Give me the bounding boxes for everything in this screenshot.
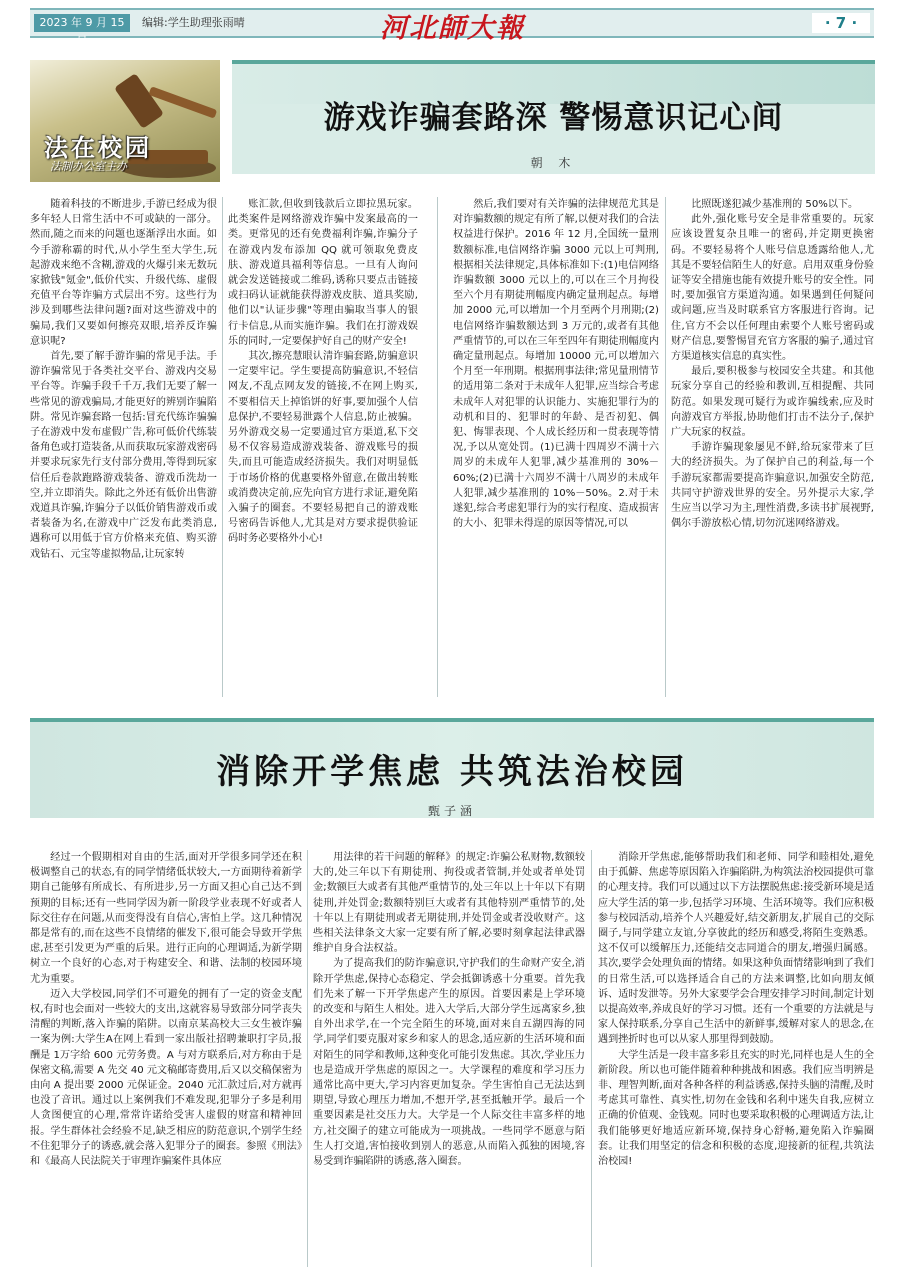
paragraph: 为了提高我们的防诈骗意识,守护我们的生命财产安全,消除开学焦虑,保持心态稳定、学会抵御诱惑十分重要。首先我们先来了解一下开学焦虑产生的原因。首要因素是上学环境的改变和与陌生人相处。进入大学后,大部分学生远离家乡,独自外出求学,在一个完全陌生的环境,面对来自五湖四海的同学,同学们要克服对家乡和家人的思念,适应新的生活环境和面对陌生的同学和教师,这种变化可能引发焦虑。其次,学业压力也是造成开学焦虑的原因之一。大学课程的难度和学习压力通常比高中更大,学习内容更加复杂。学生害怕自己无法达到期望,导致心理压力增加,不想开学,甚至抵触开学。最后一个重要因素是社交压力大。大学是一个人际交往丰富多样的地方,社交圈子的建立可能成为一项挑战。一些同学不愿意与陌生人打交道,害怕接收到别人的恶意,从而陷入孤独的困境,容易受到诈骗陷阱的诱惑,落入圈套。: [313, 958, 585, 1168]
article1-title: 游戏诈骗套路深 警惕意识记心间: [323, 100, 784, 136]
article2-column-3: [598, 850, 874, 1267]
column-divider: [665, 197, 666, 697]
paragraph: 大学生活是一段丰富多彩且充实的时光,同样也是人生的全新阶段。所以也可能伴随着种种挑战和困惑。我们应当明辨是非、理智判断,面对各种各样的利益诱惑,保持头脑的清醒,及时考虑其可靠性、真实性,切勿在金钱和名利中迷失自我,应树立正确的价值观、金钱观。同时也要采取积极的心理调适方法,让我们能够更好地适应新环境,保持身心舒畅,避免陷入诈骗圈套。让我们用坚定的信念和积极的态度,迎接新的征程,共筑法治校园!: [598, 1049, 874, 1168]
article1-column-1: [30, 197, 217, 703]
paragraph: 比照既遂犯减少基准刑的 50%以下。: [691, 199, 859, 210]
paragraph: 最后,要积极参与校园安全共建。和其他玩家分享自己的经验和教训,互相提醒、共同防范。如果发现可疑行为或诈骗线索,应及时向游戏官方举报,协助他们打击不法分子,保护广大玩家的权益。: [671, 366, 874, 439]
editor-credit: 编辑:学生助理张雨晴: [142, 16, 245, 29]
column-logo: [30, 60, 220, 182]
article1-author: 朝 木: [530, 156, 577, 170]
article1-column-3: [453, 197, 659, 703]
masthead: 河北師大報: [380, 13, 525, 44]
paragraph: 迈入大学校园,同学们不可避免的拥有了一定的资金支配权,有时也会面对一些较大的支出,这就容易导致部分同学丧失清醒的判断,落入诈骗的陷阱。以南京某高校大三女生被诈骗一案为例:大学生A在网上看到一家出版社招聘兼职打字员,报酬是 1万字给 600 元劳务费。A 与对方联系后,对方称由于是保密文稿,需要 A 先交 40 元文稿邮寄费用,后又以交稿保密为由向 A 提出要 2000 元保证金。2040 元汇款过后,对方就再也没了音讯。通过以上案例我们不难发现,犯罪分子多是利用人贪图便宜的心理,常常许诺给受害人虚假的财富和精神回报。学生群体社会经验不足,缺乏相应的防范意识,个别学生经不住犯罪分子的诱惑,就会落入犯罪分子的圈套。参照《刑法》和《最高人民法院关于审理诈骗案件具体应: [30, 988, 302, 1168]
article1-column-4: [671, 197, 874, 703]
paragraph: 手游诈骗现象屡见不鲜,给玩家带来了巨大的经济损失。为了保护自己的利益,每一个手游玩家都需要提高诈骗意识,加强安全防范,共同守护游戏世界的安全。另外提示大家,学生应当以学习为主,理性消费,多读书扩展视野,偶尔手游放松心情,切勿沉迷网络游戏。: [671, 442, 874, 530]
paragraph: 其次,擦亮慧眼认清诈骗套路,防骗意识一定要牢记。学生要提高防骗意识,不轻信网友,不乱点网友发的链接,不在网上购买,不要相信天上掉馅饼的好事,要加强个人信息保护,不要轻易泄露个人信息,防止被骗。另外游戏交易一定要通过官方渠道,私下交易不仅容易造成游戏装备、游戏账号的损失,而且可能造成经济损失。我们对明显低于市场价格的优惠要格外留意,在做出转账或消费决定前,应先向官方进行求证,避免陷入骗子的圈套。不要轻易把自己的游戏账号密码告诉他人,尤其是对方要求提供验证码时务必要格外小心!: [228, 351, 418, 545]
paragraph: 消除开学焦虑,能够帮助我们和老师、同学和睦相处,避免由于孤僻、焦虑等原因陷入诈骗陷阱,为构筑法治校园提供可靠的心理支持。我们可以通过以下方法摆脱焦虑:接受新环境是适应大学生活的第一步,包括学习环境、生活环境等。我们应积极参与校园活动,培养个人兴趣爱好,结交新朋友,扩展自己的交际圈子,与同学建立友谊,分享彼此的经历和感受,将陌生变熟悉。这不仅可以缓解压力,还能结交志同道合的朋友,增强归属感。其次,要学会处理负面的情绪。如果这种负面情绪影响到了我们的日常生活,可以选择适合自己的方法来调整,比如向朋友倾诉、适时发泄等。另外大家要学会合理安排学习时间,制定计划以提高效率,养成良好的学习习惯。还有一个重要的方法就是与家人保持联系,分享自己生活中的新鲜事,缓解对家人的思念,在遇到挫折时也可以从家人那里得到鼓励。: [598, 852, 874, 1046]
page-number: · 7 ·: [812, 13, 870, 33]
article2-headline-bar: [30, 718, 874, 818]
paragraph: 然后,我们要对有关诈骗的法律规范尤其是对诈骗数额的规定有所了解,以便对我们的合法权益进行保护。2016 年 12 月,全国统一量刑数额标准,电信网络诈骗 3000 元以上可判刑,根据相关法律规定,具体标准如下:(1)电信网络诈骗数额 3000 元以上的,可以在三个月拘役至六个月有期徒刑幅度内确定量刑起点。每增加 2000 元,可以增加一个月至两个月刑期;(2)电信网络诈骗数额达到 3 万元的,或者有其他严重情节的,可以在三年至四年有期徒刑幅度内确定量刑起点。每增加 10000 元,可以增加六个月至一年刑期。根据刑事法律;常见量刑情节的适用第二条对于未成年人犯罪,应当综合考虑未成年人对犯罪的认识能力、实施犯罪行为的动机和目的、犯罪时的年龄、是否初犯、偶犯、悔罪表现、个人成长经历和一贯表现等情况,予以从宽处罚。(1)已满十四周岁不满十六周岁的未成年人犯罪,减少基准刑的 30%－60%;(2)已满十六周岁不满十八周岁的未成年人犯罪,减少基准刑的 10%－50%。2.对于未遂犯,综合考虑犯罪行为的实行程度、造成损害的大小、犯罪未得逞的原因等情况,可以: [453, 199, 659, 530]
column-divider: [437, 197, 438, 697]
paragraph: 经过一个假期相对自由的生活,面对开学很多同学还在积极调整自己的状态,有的同学情绪低状较大,一方面期待着新学期自己能够有所成长、有所进步,另一方面又担心自己达不到预期的目标;还有一些同学因为新一阶段学业表现不好或者人际交往存在问题,从而变得没有自信心,害怕上学。这几种情况都是常有的,而在这些不良情绪的催发下,很可能会导致开学焦虑,甚至引发更为严重的后果。进行正向的心理调适,为新学期树立一个良好的心态,对于构建安全、和谐、法制的校园环境尤为重要。: [30, 852, 302, 985]
article2-column-2: [313, 850, 585, 1267]
paragraph: 此外,强化账号安全是非常重要的。玩家应该设置复杂且唯一的密码,并定期更换密码。不要轻易将个人账号信息透露给他人,尤其是不要轻信陌生人的好意。启用双重身份验证等安全措施也能有效提升账号的安全性。同时,要加强官方渠道沟通。如果遇到任何疑问或问题,应当及时联系官方客服进行咨询。记住,官方不会以任何理由索要个人账号密码或财产信息,要警惕冒充官方客服的骗子,通过官方渠道核实信息的真实性。: [671, 214, 874, 363]
paragraph: 用法律的若干问题的解释》的规定:诈骗公私财物,数额较大的,处三年以下有期徒刑、拘役或者管制,并处或者单处罚金;数额巨大或者有其他严重情节的,处三年以上十年以下有期徒刑,并处罚金;数额特别巨大或者有其他特别严重情节的,处十年以上有期徒刑或者无期徒刑,并处罚金或者没收财产。这些相关法律条文大家一定要有所了解,必要时刻拿起法律武器维护自身合法权益。: [313, 852, 585, 955]
column-divider: [222, 197, 223, 697]
issue-date: 2023 年 9 月 15 日: [34, 14, 130, 32]
article2-title: 消除开学焦虑 共筑法治校园: [216, 752, 688, 792]
column-subtitle: 法制办公室主办: [50, 160, 127, 173]
article1-column-2: [228, 197, 418, 703]
column-divider: [591, 850, 592, 1267]
paragraph: 账汇款,但收到钱款后立即拉黑玩家。此类案件是网络游戏诈骗中发案最高的一类。更常见的还有免费福利诈骗,诈骗分子在游戏内发布添加 QQ 就可领取免费皮肤、游戏道具福利等信息。一旦有人询问就会发送链接或二维码,诱称只要点击链接或扫码认证就能获得游戏皮肤、道具奖励,他们以"认证步骤"等理由骗取当事人的银行卡信息,从而实施诈骗。我们在打游戏娱乐的同时,一定要保护好自己的财产安全!: [228, 199, 418, 347]
article2-column-1: [30, 850, 302, 1267]
article1-headline-bar: [232, 60, 875, 174]
column-divider: [307, 850, 308, 1267]
page-header: [30, 8, 874, 47]
paragraph: 首先,要了解手游诈骗的常见手法。手游诈骗常见于各类社交平台、游戏内交易平台等。诈骗手段千千万,我们无要了解一些常见的游戏骗局,才能更好的辨别诈骗陷阱。常见诈骗套路一包括:冒充代练诈骗骗子在游戏中发布虚假广告,称可低价代练装备角色或打造装备,从而获取玩家游戏密码并要求玩家先行支付部分费用,等得到玩家信任后卷款跑路游戏装备、游戏币洗劫一空,并立即消失。除此之外还有低价出售游戏道具诈骗,诈骗分子以低价销售游戏币或者装备为名,在游戏中广泛发布此类消息,遇称可以用低于官方价格来充值、购买游戏钻石、元宝等虚拟物品,让玩家转: [30, 351, 217, 560]
paragraph: 随着科技的不断进步,手游已经成为很多年轻人日常生活中不可或缺的一部分。然而,随之而来的问题也逐渐浮出水面。如今手游称霸的时代,从小学生至大学生,玩起游戏来绝不含糊,游戏的火爆引来无数玩家掀钱"氪金",低价代实、升级代练、虚假充值平台等诈骗方式层出不穷。这些行为涉及到哪些法律问题?面对这些游戏中的骗局,我们又要如何擦亮双眼,培养反诈骗意识呢?: [30, 199, 217, 347]
column-title: 法在校园: [44, 133, 152, 162]
article2-author: 甄子涵: [427, 804, 476, 818]
